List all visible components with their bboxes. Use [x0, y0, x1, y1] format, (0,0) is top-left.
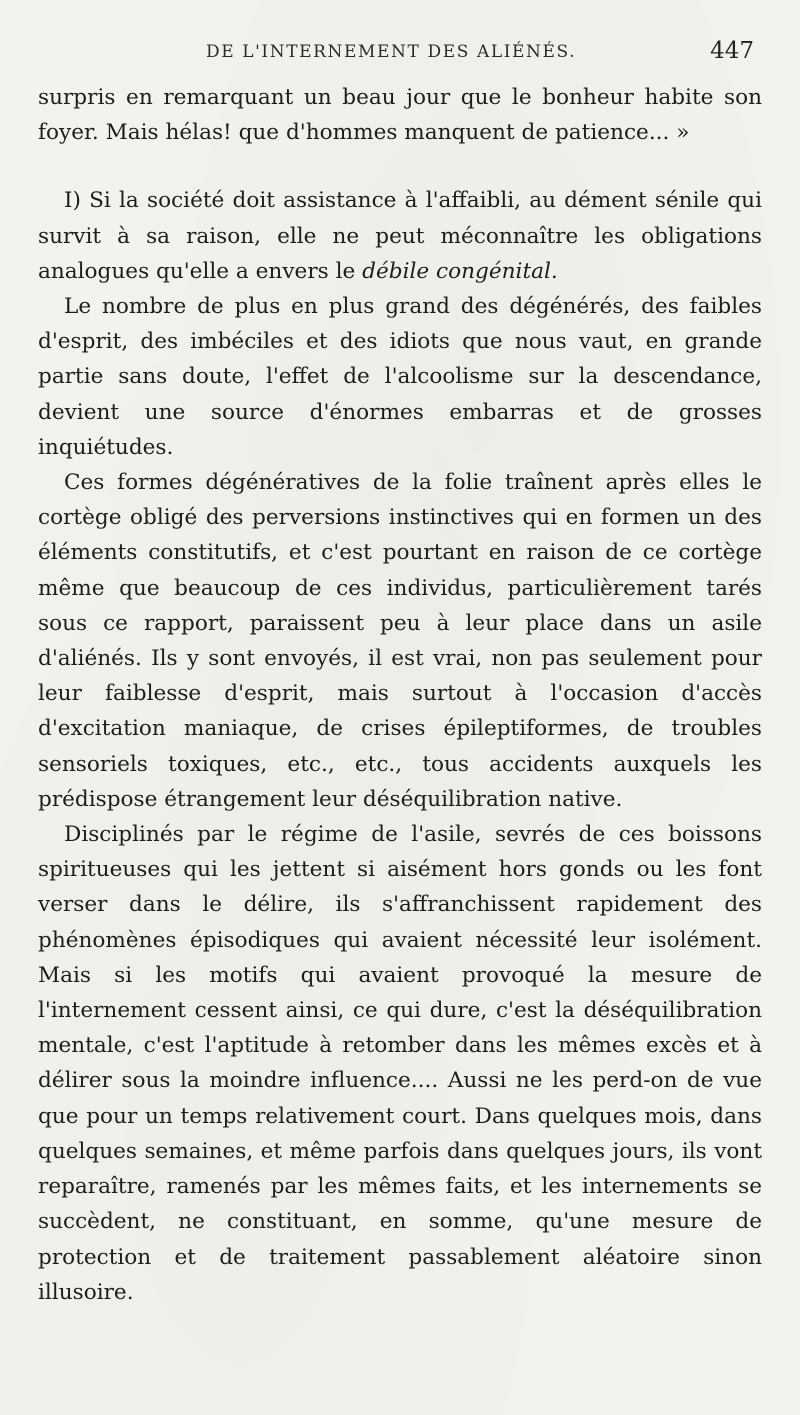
paragraph-text: I) Si la société doit assistance à l'affaibli, au dément sénile qui survit à sa raison, elle ne peut méconnaître les obligations analogues qu'elle a envers le: [38, 188, 762, 284]
body-text: [38, 80, 762, 1310]
paragraph-degeneres: [38, 289, 762, 465]
paragraph-text: Le nombre de plus en plus grand des dégénérés, des faibles d'esprit, des imbéciles et des idiots que nous vaut, en grande partie sans doute, l'effet de l'alcoolisme sur la descendance, devient une source d'énormes embarras et de grosses inquiétudes.: [38, 294, 762, 460]
paragraph-quote-ending: [38, 80, 762, 150]
page-number: 447: [710, 38, 754, 64]
running-head: DE L'INTERNEMENT DES ALIÉNÉS.: [206, 42, 577, 62]
page-header: [38, 28, 762, 76]
paragraph-formes-degeneratives: [38, 465, 762, 817]
paragraph-text: Disciplinés par le régime de l'asile, sevrés de ces boissons spiritueuses qui les jettent si aisément hors gonds ou les font verser dans le délire, ils s'affranchissent rapidement des phénomènes épisodiques qui avaient nécessité leur isolément. Mais si les motifs qui avaient provoqué la mesure de l'internement cessent ainsi, ce qui dure, c'est la déséquilibration mentale, c'est l'aptitude à retomber dans les mêmes excès et à délirer sous la moindre influence.... Aussi ne les perd-on de vue que pour un temps relativement court. Dans quelques mois, dans quelques semaines, et même parfois dans quelques jours, ils vont reparaître, ramenés par les mêmes faits, et les internements se succèdent, ne constituant, en somme, qu'une mesure de protection et de traitement passablement aléatoire sinon illusoire.: [38, 822, 762, 1305]
paragraph-text: Ces formes dégénératives de la folie traînent après elles le cortège obligé des perversions instinctives qui en formen un des éléments constitutifs, et c'est pourtant en raison de ce cortège même que beaucoup de ces individus, particulièrement tarés sous ce rapport, paraissent peu à leur place dans un asile d'aliénés. Ils y sont envoyés, il est vrai, non pas seulement pour leur faiblesse d'esprit, mais surtout à l'occasion d'accès d'excitation maniaque, de crises épileptiformes, de troubles sensoriels toxiques, etc., etc., tous accidents auxquels les prédispose étrangement leur déséquilibration native.: [38, 470, 762, 812]
paragraph-text: surpris en remarquant un beau jour que le bonheur habite son foyer. Mais hélas! que d'hommes manquent de patience... »: [38, 85, 762, 146]
italic-term: débile congénital.: [362, 258, 558, 284]
paragraph-section-i: [38, 183, 762, 289]
paragraph-disciplines: [38, 817, 762, 1310]
